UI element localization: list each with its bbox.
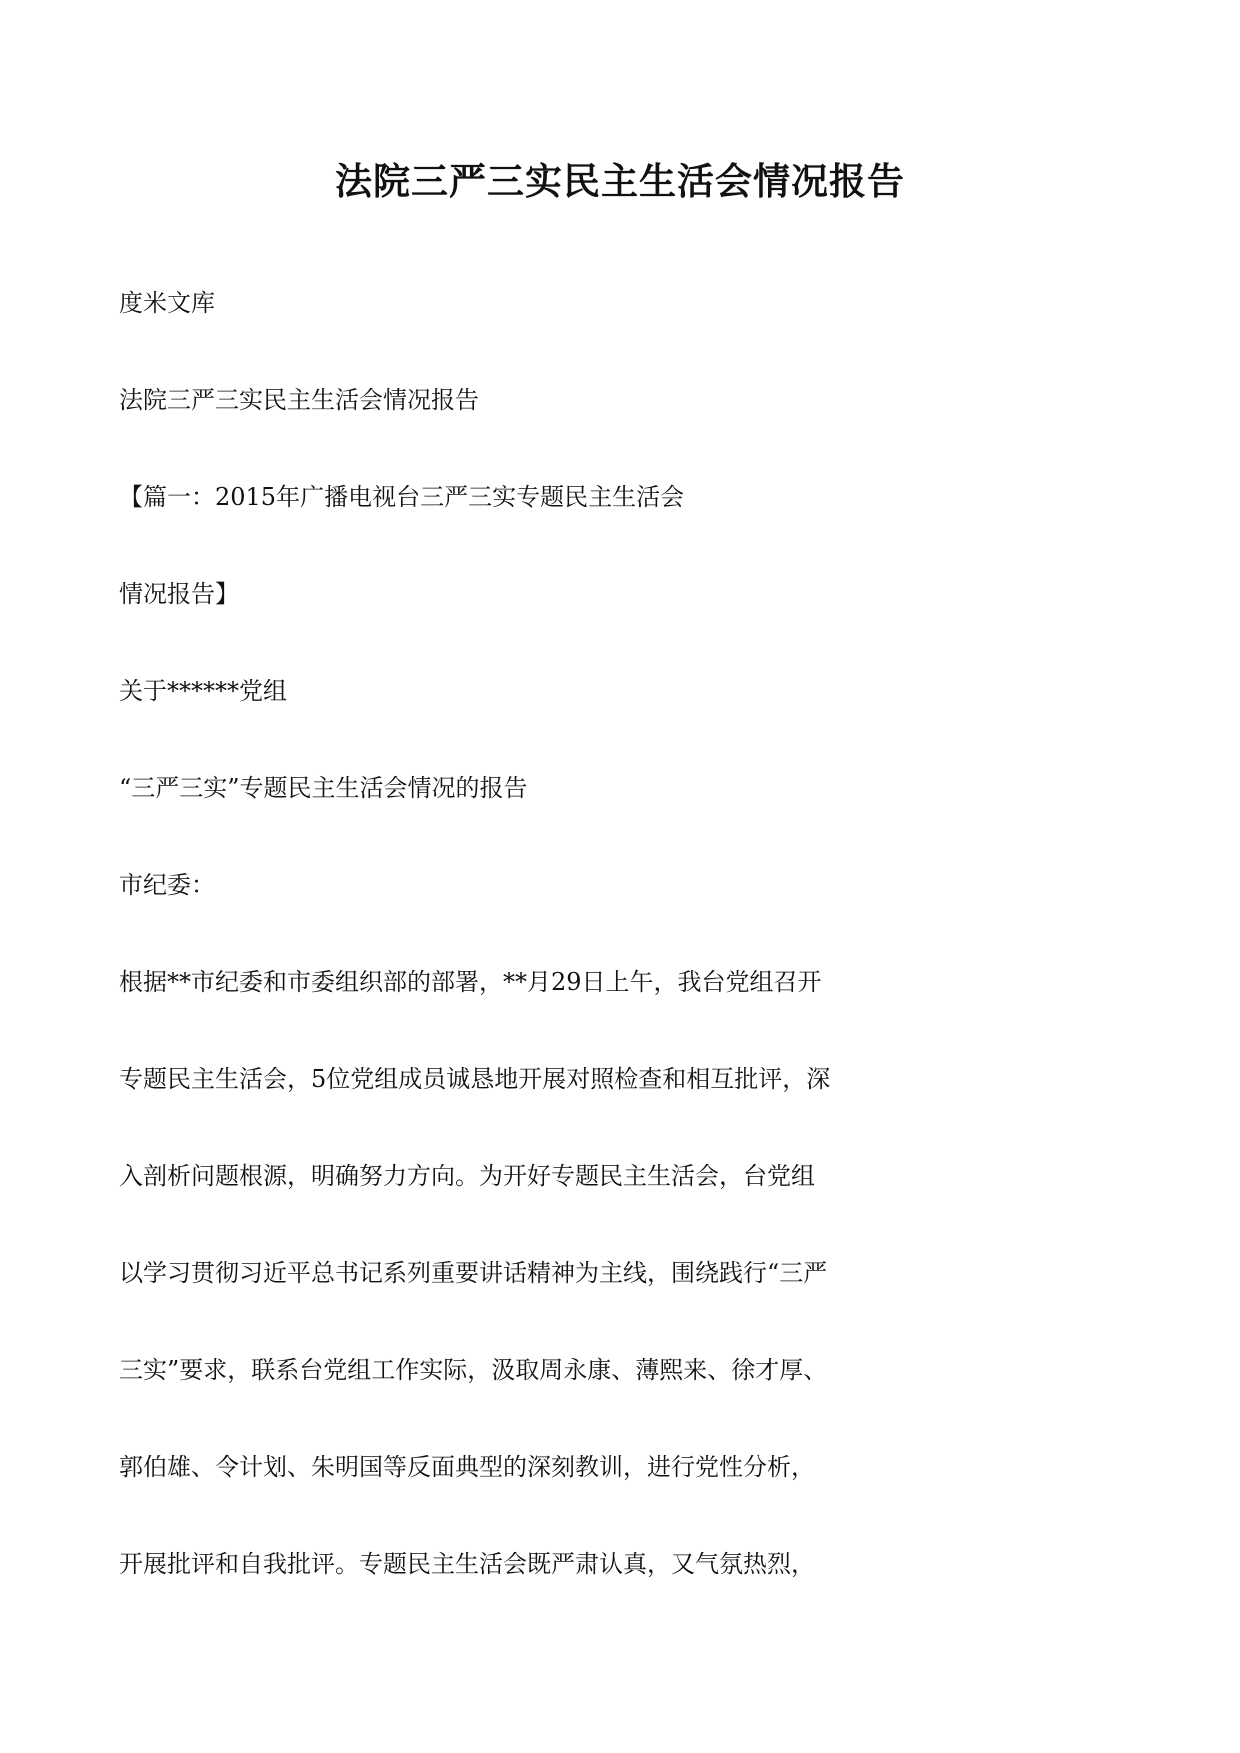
- body-line: 入剖析问题根源，明确努力方向。为开好专题民主生活会，台党组: [119, 1162, 815, 1190]
- body-line: 三实”要求，联系台党组工作实际，汲取周永康、薄熙来、徐才厚、: [119, 1356, 828, 1384]
- subtitle-line: 法院三严三实民主生活会情况报告: [119, 386, 479, 414]
- salutation: 市纪委：: [119, 871, 215, 899]
- report-heading-continued: “三严三实”专题民主生活会情况的报告: [119, 774, 528, 802]
- section-heading-continued: 情况报告】: [119, 580, 239, 608]
- body-line: 根据**市纪委和市委组织部的部署，**月29日上午，我台党组召开: [119, 968, 822, 996]
- body-line: 以学习贯彻习近平总书记系列重要讲话精神为主线，围绕践行“三严: [119, 1259, 828, 1287]
- body-line: 专题民主生活会，5位党组成员诚恳地开展对照检查和相互批评，深: [119, 1065, 831, 1093]
- body-line: 郭伯雄、令计划、朱明国等反面典型的深刻教训，进行党性分析，: [119, 1453, 815, 1481]
- document-title: 法院三严三实民主生活会情况报告: [335, 159, 905, 203]
- body-line: 开展批评和自我批评。专题民主生活会既严肃认真，又气氛热烈，: [119, 1550, 815, 1578]
- report-heading: 关于******党组: [119, 677, 287, 705]
- section-heading: 【篇一：2015年广播电视台三严三实专题民主生活会: [119, 483, 685, 511]
- source-label: 度米文库: [119, 289, 215, 317]
